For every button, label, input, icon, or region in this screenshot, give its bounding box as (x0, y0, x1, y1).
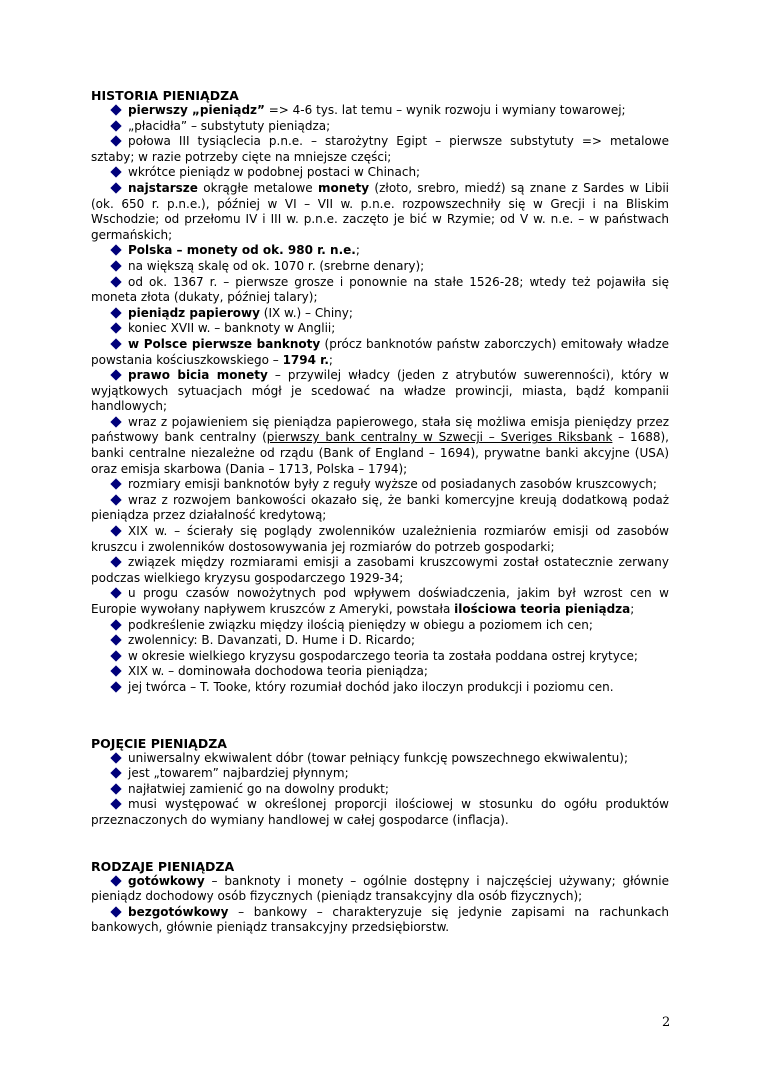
diamond-bullet-icon (110, 767, 121, 778)
list-item-text: wraz z pojawieniem się pieniądza papierowego, stała się możliwa emisja pieniędzy przez państwowy bank centralny ( (91, 414, 669, 445)
list-item-text: u progu czasów nowożytnych pod wpływem doświadczenia, jakim był wzrost cen w Europie wywołany napływem kruszców z Ameryki, powstała (91, 586, 669, 616)
list-item-text: ; (328, 352, 333, 367)
list-item (91, 134, 669, 165)
list-item (91, 165, 669, 181)
diamond-bullet-icon (110, 494, 121, 505)
list-item (91, 181, 669, 243)
section-rodzaje (91, 859, 669, 936)
list-item-text: „płacidła” – substytuty pieniądza; (128, 118, 331, 133)
diamond-bullet-icon (110, 619, 121, 630)
list-item-text: rozmiary emisji banknotów były z reguły wyższe od posiadanych zasobów kruszcowych; (128, 477, 657, 492)
diamond-bullet-icon (110, 136, 121, 147)
diamond-bullet-icon (110, 307, 121, 318)
list-item-text: gotówkowy (128, 873, 205, 888)
list-item (91, 119, 669, 135)
list-item-text: pieniądz papierowy (128, 305, 260, 320)
list-item-text: jest „towarem” najbardziej płynnym; (128, 766, 349, 781)
section-historia (91, 88, 669, 696)
section-title: HISTORIA PIENIĄDZA (91, 88, 239, 103)
diamond-bullet-icon (110, 666, 121, 677)
list-item-text: ilościowa teoria pieniądza (454, 602, 631, 616)
diamond-bullet-icon (110, 875, 121, 886)
diamond-bullet-icon (110, 479, 121, 490)
diamond-bullet-icon (110, 120, 121, 131)
list-item (91, 618, 669, 634)
list-item-text: 1794 r. (282, 352, 329, 367)
list-item-text: od ok. 1367 r. – pierwsze grosze i ponownie na stałe 1526-28; wtedy też pojawiła się moneta złota (dukaty, później talary); (91, 274, 669, 305)
diamond-bullet-icon (110, 323, 121, 334)
list-item-text: (prócz banknotów państw zaborczych) emitowały władze powstania kościuszkowskiego – (91, 336, 670, 367)
list-item-text: związek między rozmiarami emisji a zasobami kruszcowymi został ostatecznie zerwany podczas wielkiego kryzysu gospodarczego 1929-34; (91, 555, 669, 585)
list-item-text: musi występować w określonej proporcji ilościowej w stosunku do ogółu produktów przeznaczonych do wymiany handlowej w całej gospodarce (inflacja). (91, 797, 669, 827)
diamond-bullet-icon (110, 338, 121, 349)
section-pojecie (91, 736, 669, 829)
list-item (91, 337, 669, 368)
list-item-text: (złoto, srebro, miedź) są znane z Sardes w Libii (ok. 650 r. p.n.e.), później w VI – VII w. p.n.e. rozpowszechniły się w Grecji i na Bliskim Wschodzie; od przełomu IV i III w. p.n.e. zaczęto je bić w Rzymie; od V w. n.e. – w państwach germańskich; (91, 180, 669, 242)
diamond-bullet-icon (110, 245, 121, 256)
list-item-text: okrągłe metalowe (197, 180, 319, 195)
list-item-text: ; (355, 243, 360, 258)
list-item (91, 477, 669, 493)
list-item-text: monety (318, 180, 370, 195)
list-item-text: najstarsze (128, 180, 198, 195)
diamond-bullet-icon (110, 557, 121, 568)
list-item-text: – banknoty i monety – ogólnie dostępny i najczęściej używany; głównie pieniądz dochodowy osób fizycznych (pieniądz transakcyjny dla osób fizycznych); (91, 873, 669, 904)
diamond-bullet-icon (110, 588, 121, 599)
list-item-text: ; (630, 602, 635, 616)
diamond-bullet-icon (110, 276, 121, 287)
list-item-text: koniec XVII w. – banknoty w Anglii; (128, 321, 336, 336)
bullet-list (91, 103, 669, 696)
list-item (91, 493, 669, 524)
list-item-text: bezgotówkowy (128, 904, 229, 919)
list-item (91, 633, 669, 649)
list-item (91, 259, 669, 275)
list-item-text: XIX w. – dominowała dochodowa teoria pieniądza; (128, 664, 428, 679)
diamond-bullet-icon (110, 681, 121, 692)
diamond-bullet-icon (110, 650, 121, 661)
list-item-text: wraz z rozwojem bankowości okazało się, że banki komercyjne kreują dodatkową podaż pieniądza przez działalność kredytową; (91, 492, 669, 523)
list-item (91, 368, 669, 415)
list-item (91, 751, 669, 767)
list-item-text: pierwszy „pieniądz” (128, 103, 265, 117)
list-item-text: połowa III tysiąclecia p.n.e. – starożytny Egipt – pierwsze substytuty => metalowe sztaby; w razie potrzeby cięte na mniejsze części; (91, 134, 669, 164)
list-item (91, 782, 669, 798)
section-title: RODZAJE PIENIĄDZA (91, 858, 235, 874)
list-item-text: – 1688), banki centralne niezależne od rządu (Bank of England – 1694), prywatne banki akcyjne (USA) oraz emisja skarbowa (Dania – 1713, Polska – 1794); (91, 430, 669, 476)
bullet-list (91, 751, 669, 829)
list-item-text: w okresie wielkiego kryzysu gospodarczego teoria ta została poddana ostrej krytyce; (128, 648, 638, 663)
diamond-bullet-icon (110, 260, 121, 271)
diamond-bullet-icon (110, 104, 121, 115)
list-item (91, 524, 669, 555)
bullet-list (91, 874, 669, 936)
list-item-text: XIX w. – ścierały się poglądy zwolenników uzależnienia rozmiarów emisji od zasobów kruszcu i zwolenników dostosowywania jej rozmiarów do potrzeb gospodarki; (91, 524, 669, 554)
document-page (91, 88, 669, 936)
diamond-bullet-icon (110, 182, 121, 193)
list-item (91, 555, 669, 586)
list-item (91, 797, 669, 828)
diamond-bullet-icon (110, 369, 121, 380)
list-item-text: => 4-6 tys. lat temu – wynik rozwoju i wymiany towarowej; (264, 103, 626, 117)
diamond-bullet-icon (110, 167, 121, 178)
diamond-bullet-icon (110, 799, 121, 810)
list-item (91, 905, 669, 936)
list-item-text: na większą skalę od ok. 1070 r. (srebrne denary); (128, 258, 425, 273)
diamond-bullet-icon (110, 635, 121, 646)
list-item-text: – bankowy – charakteryzuje się jedynie zapisami na rachunkach bankowych, głównie pieniądz transakcyjny przedsiębiorstw. (91, 904, 669, 935)
list-item-text: Polska – monety od ok. 980 r. n.e. (128, 243, 356, 258)
list-item-text: pierwszy bank centralny w Szwecji – Sveriges Riksbank (266, 430, 613, 445)
list-item (91, 586, 669, 617)
diamond-bullet-icon (110, 783, 121, 794)
list-item (91, 275, 669, 306)
list-item-text: (IX w.) – Chiny; (259, 305, 353, 320)
list-item-text: w Polsce pierwsze banknoty (128, 336, 321, 351)
list-item-text: prawo bicia monety (128, 368, 268, 383)
list-item (91, 649, 669, 665)
section-title: POJĘCIE PIENIĄDZA (91, 735, 227, 751)
list-item (91, 415, 669, 477)
list-item (91, 306, 669, 322)
diamond-bullet-icon (110, 906, 121, 917)
list-item (91, 321, 669, 337)
list-item-text: najłatwiej zamienić go na dowolny produkt; (128, 781, 389, 796)
list-item (91, 680, 669, 696)
diamond-bullet-icon (110, 752, 121, 763)
diamond-bullet-icon (110, 525, 121, 536)
list-item-text: – przywilej władcy (jeden z atrybutów suwerenności), który w wyjątkowych sytuacjach mógł je scedować na władze prowincji, miasta, bądź kompanii handlowych; (91, 368, 669, 414)
list-item-text: podkreślenie związku między ilością pieniędzy w obiegu a poziomem ich cen; (128, 617, 593, 632)
list-item (91, 664, 669, 680)
list-item (91, 103, 669, 119)
diamond-bullet-icon (110, 416, 121, 427)
page-number: 2 (662, 1015, 671, 1030)
list-item-text: zwolennicy: B. Davanzati, D. Hume i D. Ricardo; (128, 633, 415, 648)
list-item-text: wkrótce pieniądz w podobnej postaci w Chinach; (128, 165, 421, 180)
list-item (91, 766, 669, 782)
list-item (91, 874, 669, 905)
list-item (91, 243, 669, 259)
list-item-text: uniwersalny ekwiwalent dóbr (towar pełniący funkcję powszechnego ekwiwalentu); (128, 750, 629, 765)
list-item-text: jej twórca – T. Tooke, który rozumiał dochód jako iloczyn produkcji i poziomu cen. (128, 679, 614, 694)
